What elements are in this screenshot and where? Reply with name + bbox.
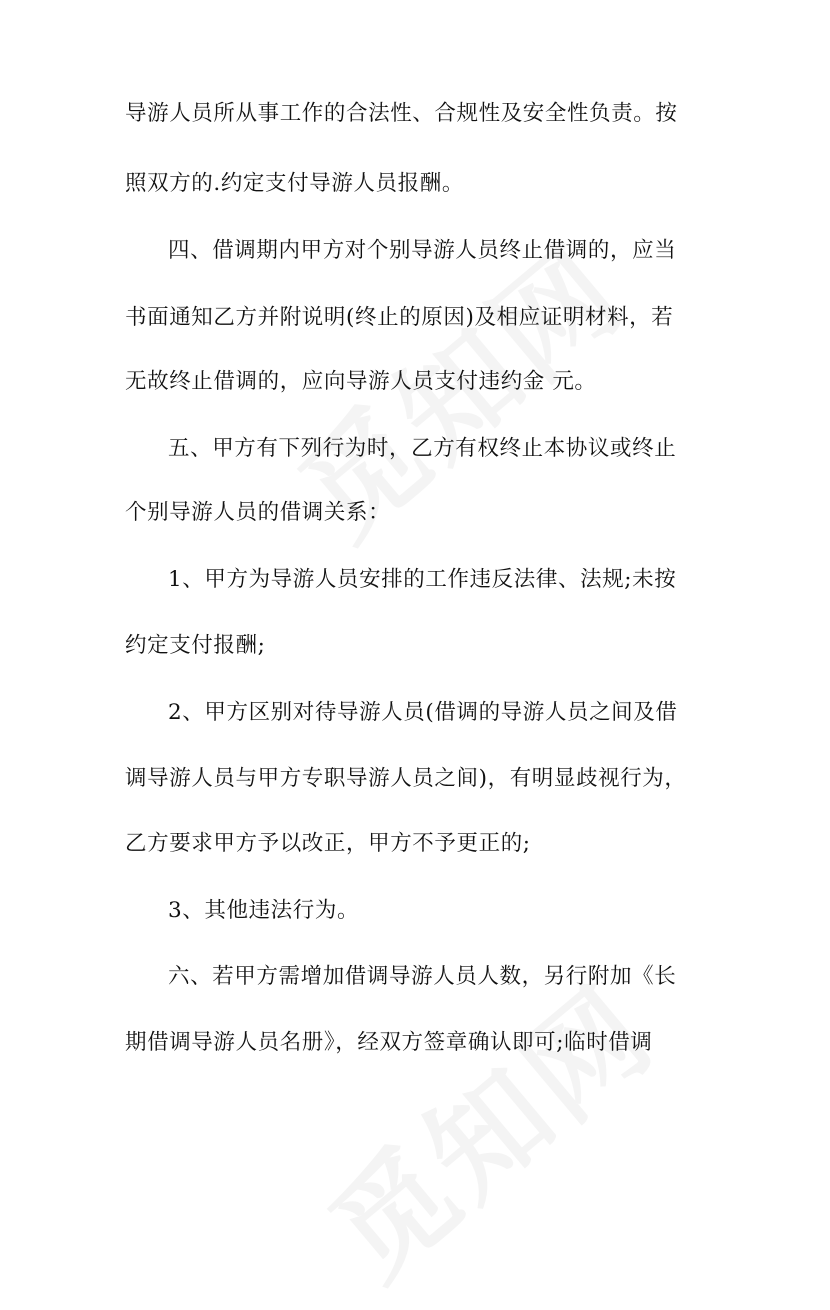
watermark [289,940,683,1309]
paragraph-line: 调导游人员与甲方专职导游人员之间)，有明显歧视行为， [125,766,687,791]
paragraph-line: 书面通知乙方并附说明(终止的原因)及相应证明材料，若 [125,305,674,330]
paragraph-line: 六、若甲方需增加借调导游人员人数，另行附加《长 [168,964,677,989]
paragraph-line: 无故终止借调的，应向导游人员支付违约金 元。 [125,369,597,394]
paragraph-line: 乙方要求甲方予以改正，甲方不予更正的; [125,831,531,856]
paragraph-line: 3、其他违法行为。 [168,898,360,923]
paragraph-line: 照双方的.约定支付导游人员报酬。 [125,171,464,196]
paragraph-line: 约定支付报酬; [125,633,266,658]
paragraph-line: 四、借调期内甲方对个别导游人员终止借调的，应当 [168,238,677,263]
paragraph-line: 1、甲方为导游人员安排的工作违反法律、法规;未按 [168,567,677,592]
paragraph-line: 2、甲方区别对待导游人员(借调的导游人员之间及借 [168,700,678,725]
paragraph-line: 导游人员所从事工作的合法性、合规性及安全性负责。按 [125,101,678,126]
paragraph-line: 个别导游人员的借调关系： [125,500,391,525]
paragraph-line: 五、甲方有下列行为时，乙方有权终止本协议或终止 [168,436,677,461]
paragraph-line: 期借调导游人员名册》，经双方签章确认即可;临时借调 [125,1030,653,1055]
